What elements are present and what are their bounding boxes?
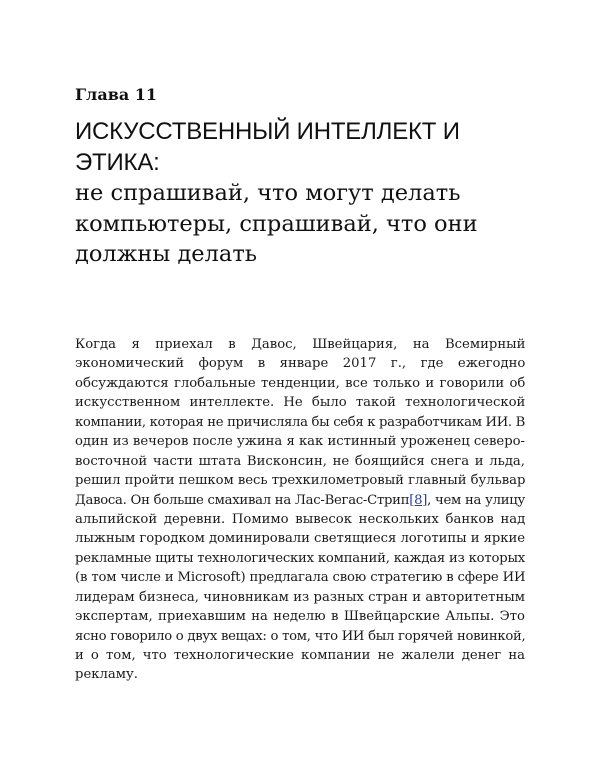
text-line: Когда я приехал в Давос, Швейцария, на Всемирный [75,337,526,352]
text-line: компании, которая не причисляла бы себя к разработчикам ИИ. В [75,414,525,430]
chapter-title-line: ЭТИКА: [75,148,160,176]
text-line: восточной части штата Висконсин, не боящийся снега и льда, [75,453,525,469]
text-line: экспертам, приехавшим на неделю в Швейцарские Альпы. Это [75,609,525,625]
text-segment: , чем на улицу [427,492,525,508]
chapter-subtitle-line: должны делать [75,241,258,267]
chapter-title [75,117,535,270]
text-line: рекламу. [75,667,138,683]
chapter-subtitle-line: не спрашивай, что могут делать [75,180,461,206]
text-line: альпийской деревни. Помимо вывесок нескольких банков над [75,511,526,527]
text-line-with-footnote [75,491,525,510]
body-paragraph [75,335,525,685]
footnote-link[interactable]: [8] [409,492,428,508]
text-line: лыжным городком доминировали светящиеся логотипы и яркие [75,531,525,547]
chapter-label: Глава 11 [75,85,158,104]
text-line: искусственном интеллекте. Не было такой технологической [75,395,526,411]
text-line: рекламные щиты технологических компаний, каждая из которых [75,550,525,566]
text-line: решил пройти пешком весь трехкилометровый главный бульвар [75,473,526,489]
text-line: лидерам бизнеса, чиновникам из разных стран и авторитетным [75,589,526,605]
text-segment: Давоса. Он больше смахивал на Лас-Вегас-Стрип [75,492,410,508]
text-line: обсуждаются глобальные тенденции, все только и говорили об [75,375,526,391]
text-line: (в том числе и Microsoft) предлагала свою стратегию в сфере ИИ [75,570,526,586]
chapter-title-line: ИСКУССТВЕННЫЙ ИНТЕЛЛЕКТ И [75,118,460,145]
text-line: экономический форум в январе 2017 г., где ежегодно [75,356,526,372]
chapter-subtitle-line: компьютеры, спрашивай, что они [75,210,478,237]
text-line: один из вечеров после ужина я как истинный уроженец северо- [75,434,525,450]
text-line: ясно говорило о двух вещах: о том, что ИИ был горячей новинкой, [75,628,526,644]
text-line: и о том, что технологические компании не жалели денег на [75,648,525,663]
